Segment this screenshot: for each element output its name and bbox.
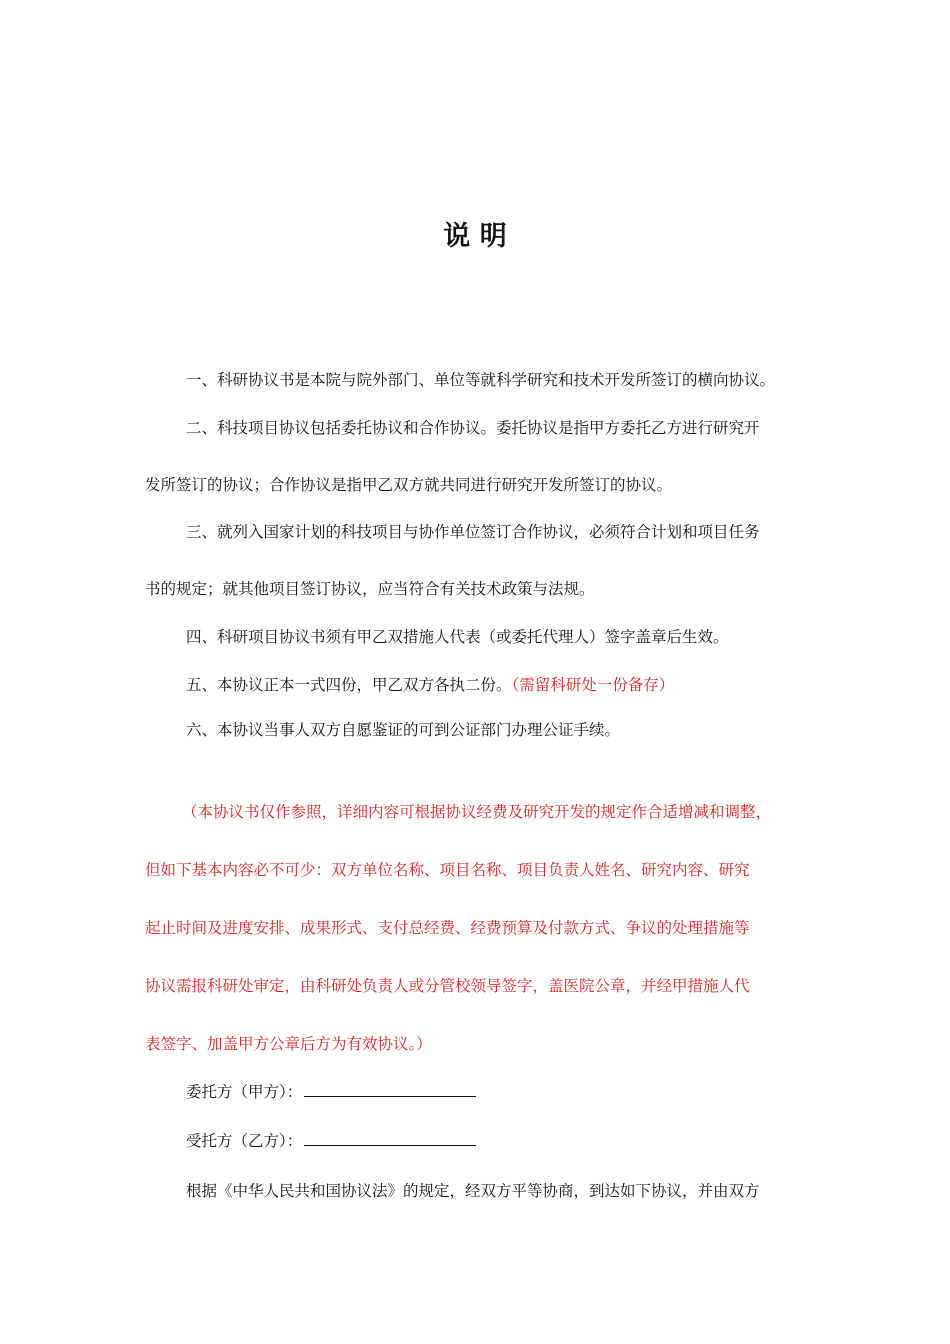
note-line-2: 但如下基本内容必不可少：双方单位名称、项目名称、项目负责人姓名、研究内容、研究 [145,861,750,879]
item-3-line-2: 书的规定；就其他项目签订协议，应当符合有关技术政策与法规。 [145,580,595,598]
note-line-3: 起止时间及进度安排、成果形式、支付总经费、经费预算及付款方式、争议的处理措施等 [145,919,750,937]
party-a-label: 委托方（甲方）： [186,1083,303,1101]
item-3-line-1: 三、就列入国家计划的科技项目与协作单位签订合作协议，必须符合计划和项目任务 [186,523,760,541]
item-4: 四、科研项目协议书须有甲乙双措施人代表（或委托代理人）签字盖章后生效。 [186,628,729,646]
note-line-5: 表签字、加盖甲方公章后方为有效协议。） [145,1035,432,1053]
party-b-row [186,1130,476,1152]
item-6: 六、本协议当事人双方自愿鉴证的可到公证部门办理公证手续。 [186,721,621,739]
party-a-row [186,1081,476,1103]
item-5-text: 五、本协议正本一式四份，甲乙双方各执二份。 [186,676,512,694]
item-2-line-1: 二、科技项目协议包括委托协议和合作协议。委托协议是指甲方委托乙方进行研究开 [186,419,760,437]
closing-text: 根据《中华人民共和国协议法》的规定，经双方平等协商，到达如下协议，并由双方 [186,1182,760,1200]
page-title: 说 明 [443,221,507,252]
note-line-4: 协议需报科研处审定，由科研处负责人或分管校领导签字，盖医院公章，并经甲措施人代 [145,977,750,995]
item-1: 一、科研协议书是本院与院外部门、单位等就科学研究和技术开发所签订的横向协议。 [186,371,776,389]
item-5-note: （需留科研处一份备存） [511,676,675,694]
party-b-blank-field[interactable] [304,1131,476,1146]
note-line-1: （本协议书仅作参照，详细内容可根据协议经费及研究开发的规定作合适增减和调整， [182,803,772,821]
party-b-label: 受托方（乙方）： [186,1132,303,1150]
party-a-blank-field[interactable] [304,1082,476,1097]
item-2-line-2: 发所签订的协议；合作协议是指甲乙双方就共同进行研究开发所签订的协议。 [145,476,673,494]
item-5 [186,674,674,696]
